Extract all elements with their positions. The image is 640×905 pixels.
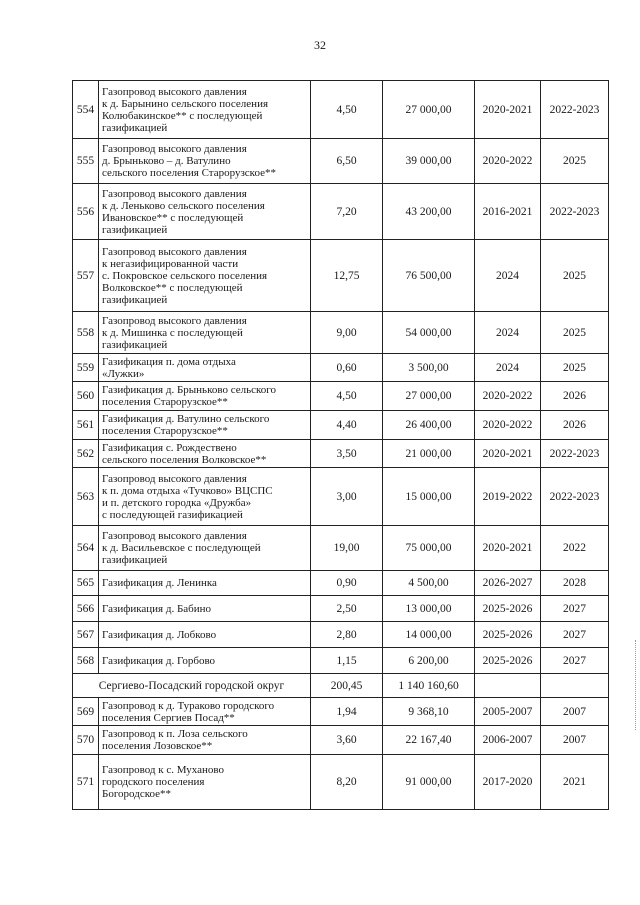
object-name-line: Газификация с. Рождествено bbox=[102, 441, 237, 454]
object-name-line: газификацией bbox=[102, 121, 168, 134]
table-row bbox=[73, 526, 609, 571]
cost-cell: 4 500,00 bbox=[383, 571, 475, 596]
object-name-line: Ивановское** с последующей bbox=[102, 211, 244, 224]
length-cell: 0,90 bbox=[311, 571, 383, 596]
row-number-cell: 556 bbox=[73, 184, 99, 240]
gas-pipeline-table bbox=[72, 80, 609, 810]
object-name-line: газификацией bbox=[102, 223, 168, 236]
period-cell: 2020-2022 bbox=[475, 411, 541, 440]
table-body bbox=[73, 81, 609, 810]
length-cell: 4,40 bbox=[311, 411, 383, 440]
object-name-line: с последующей газификацией bbox=[102, 508, 243, 521]
cost-cell: 76 500,00 bbox=[383, 240, 475, 312]
cost-cell: 54 000,00 bbox=[383, 312, 475, 354]
object-name-line: Газопровод к п. Лоза сельского bbox=[102, 728, 248, 740]
length-cell: 3,60 bbox=[311, 726, 383, 755]
table-row bbox=[73, 382, 609, 411]
row-number-cell: 568 bbox=[73, 648, 99, 674]
table-row bbox=[73, 698, 609, 726]
period-cell: 2019-2022 bbox=[475, 468, 541, 526]
length-cell: 9,00 bbox=[311, 312, 383, 354]
length-cell: 19,00 bbox=[311, 526, 383, 571]
row-number-cell: 570 bbox=[73, 726, 99, 755]
launch-cell: 2022-2023 bbox=[541, 440, 609, 468]
object-name-line: Волковское** с последующей bbox=[102, 281, 243, 294]
table-row bbox=[73, 312, 609, 354]
object-name-line: к д. Васильевское с последующей bbox=[102, 542, 261, 554]
object-name-line: сельского поселения Старорузское** bbox=[102, 167, 276, 179]
launch-cell: 2007 bbox=[541, 726, 609, 755]
object-name-line: Богородское** bbox=[102, 788, 172, 800]
launch-cell: 2022-2023 bbox=[541, 184, 609, 240]
cost-cell: 75 000,00 bbox=[383, 526, 475, 571]
object-name-cell bbox=[99, 81, 311, 139]
object-name-line: с. Покровское сельского поселения bbox=[102, 269, 268, 282]
length-cell: 6,50 bbox=[311, 139, 383, 184]
table-row bbox=[73, 184, 609, 240]
cost-cell: 27 000,00 bbox=[383, 81, 475, 139]
object-name-line: к д. Барынино сельского поселения bbox=[102, 97, 269, 110]
object-name-line: Газификация д. Брыньково сельского bbox=[102, 384, 277, 396]
launch-cell: 2025 bbox=[541, 139, 609, 184]
period-cell: 2006-2007 bbox=[475, 726, 541, 755]
section-row bbox=[73, 674, 609, 698]
object-name-line: Газопровод высокого давления bbox=[102, 187, 247, 200]
object-name-line: поселения Сергиев Посад** bbox=[102, 711, 235, 724]
length-cell: 1,94 bbox=[311, 698, 383, 726]
object-name-line: поселения Лозовское** bbox=[102, 740, 213, 752]
table-row bbox=[73, 240, 609, 312]
table-row bbox=[73, 468, 609, 526]
row-number-cell: 567 bbox=[73, 622, 99, 648]
table-row bbox=[73, 648, 609, 674]
launch-cell: 2025 bbox=[541, 354, 609, 382]
cost-cell: 3 500,00 bbox=[383, 354, 475, 382]
period-cell: 2025-2026 bbox=[475, 596, 541, 622]
length-cell: 3,00 bbox=[311, 468, 383, 526]
scan-edge-mark bbox=[635, 640, 638, 730]
length-cell: 4,50 bbox=[311, 81, 383, 139]
object-name-line: и п. детского городка «Дружба» bbox=[102, 496, 252, 509]
period-cell: 2020-2022 bbox=[475, 382, 541, 411]
launch-cell: 2021 bbox=[541, 755, 609, 810]
launch-cell: 2026 bbox=[541, 382, 609, 411]
period-cell: 2024 bbox=[475, 354, 541, 382]
object-name-line: Газопровод высокого давления bbox=[102, 245, 247, 258]
length-cell: 1,15 bbox=[311, 648, 383, 674]
object-name-line: Газификация д. Бабино bbox=[102, 602, 212, 615]
object-name-line: Газификация д. Горбово bbox=[102, 654, 216, 667]
length-cell: 7,20 bbox=[311, 184, 383, 240]
object-name-line: Газопровод к д. Тураково городского bbox=[102, 699, 275, 712]
period-cell: 2020-2021 bbox=[475, 526, 541, 571]
object-name-line: к д. Мишинка с последующей bbox=[102, 326, 243, 339]
cost-cell: 39 000,00 bbox=[383, 139, 475, 184]
object-name-cell bbox=[99, 382, 311, 411]
object-name-cell bbox=[99, 698, 311, 726]
object-name-line: д. Брыньково – д. Ватулино bbox=[102, 155, 231, 167]
cost-cell: 9 368,10 bbox=[383, 698, 475, 726]
length-cell: 8,20 bbox=[311, 755, 383, 810]
launch-cell: 2007 bbox=[541, 698, 609, 726]
cost-cell: 6 200,00 bbox=[383, 648, 475, 674]
object-name-line: Газопровод высокого давления bbox=[102, 85, 247, 98]
object-name-cell bbox=[99, 648, 311, 674]
row-number-cell: 558 bbox=[73, 312, 99, 354]
row-number-cell: 560 bbox=[73, 382, 99, 411]
object-name-line: газификацией bbox=[102, 554, 168, 566]
object-name-cell bbox=[99, 240, 311, 312]
period-cell: 2025-2026 bbox=[475, 648, 541, 674]
row-number-cell: 566 bbox=[73, 596, 99, 622]
row-number-cell: 564 bbox=[73, 526, 99, 571]
section-title-cell: Сергиево-Посадский городской округ bbox=[73, 674, 311, 698]
length-cell: 200,45 bbox=[311, 674, 383, 698]
object-name-line: городского поселения bbox=[102, 776, 205, 788]
object-name-cell bbox=[99, 596, 311, 622]
table-row bbox=[73, 440, 609, 468]
launch-cell: 2025 bbox=[541, 240, 609, 312]
period-cell: 2016-2021 bbox=[475, 184, 541, 240]
cost-cell: 21 000,00 bbox=[383, 440, 475, 468]
table-row bbox=[73, 354, 609, 382]
length-cell: 4,50 bbox=[311, 382, 383, 411]
row-number-cell: 557 bbox=[73, 240, 99, 312]
period-cell: 2017-2020 bbox=[475, 755, 541, 810]
row-number-cell: 554 bbox=[73, 81, 99, 139]
table-row bbox=[73, 571, 609, 596]
object-name-line: Газификация д. Ватулино сельского bbox=[102, 413, 270, 425]
page-number: 32 bbox=[314, 38, 326, 52]
row-number-cell: 565 bbox=[73, 571, 99, 596]
period-cell: 2020-2021 bbox=[475, 81, 541, 139]
object-name-line: сельского поселения Волковское** bbox=[102, 453, 267, 466]
launch-cell: 2026 bbox=[541, 411, 609, 440]
object-name-line: «Лужки» bbox=[102, 367, 145, 380]
row-number-cell: 561 bbox=[73, 411, 99, 440]
launch-cell: 2022-2023 bbox=[541, 81, 609, 139]
object-name-line: к негазифицированной части bbox=[102, 257, 239, 270]
length-cell: 3,50 bbox=[311, 440, 383, 468]
table-row bbox=[73, 622, 609, 648]
object-name-cell bbox=[99, 726, 311, 755]
object-name-cell bbox=[99, 622, 311, 648]
object-name-cell bbox=[99, 184, 311, 240]
object-name-cell bbox=[99, 468, 311, 526]
object-name-line: Газопровод высокого давления bbox=[102, 143, 247, 155]
length-cell: 2,50 bbox=[311, 596, 383, 622]
period-cell bbox=[475, 674, 541, 698]
launch-cell: 2022 bbox=[541, 526, 609, 571]
object-name-cell bbox=[99, 571, 311, 596]
period-cell: 2020-2022 bbox=[475, 139, 541, 184]
period-cell: 2020-2021 bbox=[475, 440, 541, 468]
object-name-line: газификацией bbox=[102, 338, 168, 351]
period-cell: 2026-2027 bbox=[475, 571, 541, 596]
launch-cell: 2027 bbox=[541, 648, 609, 674]
row-number-cell: 559 bbox=[73, 354, 99, 382]
object-name-cell bbox=[99, 526, 311, 571]
cost-cell: 15 000,00 bbox=[383, 468, 475, 526]
row-number-cell: 555 bbox=[73, 139, 99, 184]
period-cell: 2005-2007 bbox=[475, 698, 541, 726]
object-name-cell bbox=[99, 354, 311, 382]
cost-cell: 22 167,40 bbox=[383, 726, 475, 755]
object-name-line: поселения Старорузское** bbox=[102, 396, 228, 408]
object-name-line: Газопровод высокого давления bbox=[102, 530, 247, 542]
object-name-line: поселения Старорузское** bbox=[102, 425, 228, 437]
launch-cell: 2027 bbox=[541, 622, 609, 648]
table-row bbox=[73, 81, 609, 139]
cost-cell: 26 400,00 bbox=[383, 411, 475, 440]
object-name-cell bbox=[99, 312, 311, 354]
object-name-line: Газопровод к с. Муханово bbox=[102, 764, 225, 776]
object-name-line: Колюбакинское** с последующей bbox=[102, 109, 263, 122]
object-name-cell bbox=[99, 139, 311, 184]
row-number-cell: 571 bbox=[73, 755, 99, 810]
object-name-cell bbox=[99, 411, 311, 440]
row-number-cell: 562 bbox=[73, 440, 99, 468]
launch-cell: 2022-2023 bbox=[541, 468, 609, 526]
object-name-line: Газопровод высокого давления bbox=[102, 314, 247, 327]
object-name-line: Газификация д. Ленинка bbox=[102, 577, 217, 589]
cost-cell: 13 000,00 bbox=[383, 596, 475, 622]
cost-cell: 27 000,00 bbox=[383, 382, 475, 411]
launch-cell: 2027 bbox=[541, 596, 609, 622]
cost-cell: 1 140 160,60 bbox=[383, 674, 475, 698]
object-name-line: к п. дома отдыха «Тучково» ВЦСПС bbox=[102, 484, 273, 497]
length-cell: 2,80 bbox=[311, 622, 383, 648]
cost-cell: 43 200,00 bbox=[383, 184, 475, 240]
launch-cell: 2025 bbox=[541, 312, 609, 354]
object-name-line: Газификация п. дома отдыха bbox=[102, 355, 236, 368]
length-cell: 0,60 bbox=[311, 354, 383, 382]
launch-cell bbox=[541, 674, 609, 698]
period-cell: 2024 bbox=[475, 240, 541, 312]
table-row bbox=[73, 596, 609, 622]
cost-cell: 91 000,00 bbox=[383, 755, 475, 810]
period-cell: 2025-2026 bbox=[475, 622, 541, 648]
object-name-line: газификацией bbox=[102, 293, 168, 306]
length-cell: 12,75 bbox=[311, 240, 383, 312]
cost-cell: 14 000,00 bbox=[383, 622, 475, 648]
table-row bbox=[73, 411, 609, 440]
object-name-line: к д. Леньково сельского поселения bbox=[102, 199, 265, 212]
object-name-line: Газификация д. Лобково bbox=[102, 628, 217, 641]
row-number-cell: 569 bbox=[73, 698, 99, 726]
row-number-cell: 563 bbox=[73, 468, 99, 526]
launch-cell: 2028 bbox=[541, 571, 609, 596]
table-row bbox=[73, 726, 609, 755]
object-name-line: Газопровод высокого давления bbox=[102, 472, 247, 485]
table-row bbox=[73, 139, 609, 184]
table-row bbox=[73, 755, 609, 810]
object-name-cell bbox=[99, 755, 311, 810]
object-name-cell bbox=[99, 440, 311, 468]
period-cell: 2024 bbox=[475, 312, 541, 354]
